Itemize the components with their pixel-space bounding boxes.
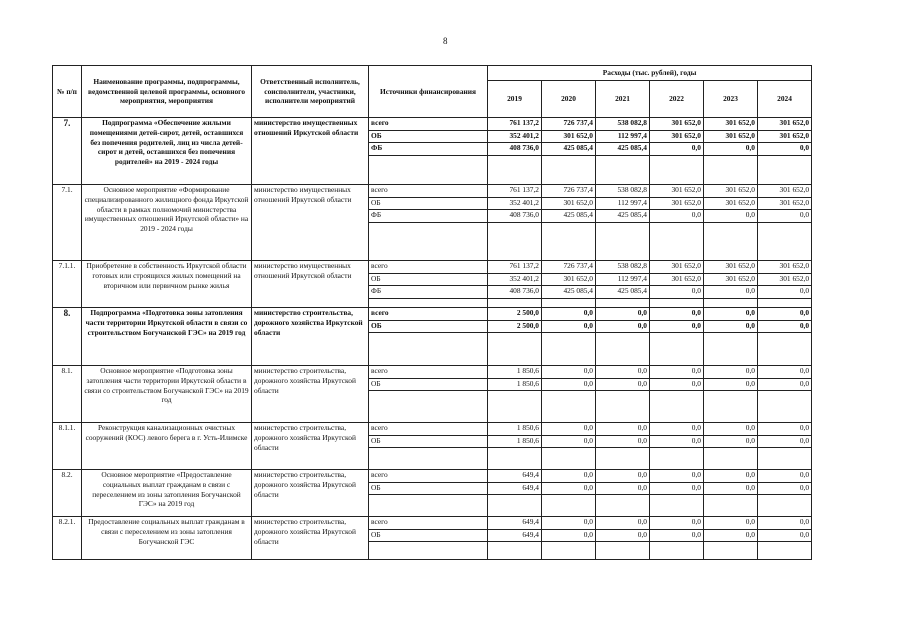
- source-label: всего: [369, 308, 487, 321]
- row-values-year: [650, 308, 704, 366]
- row-values-year: [542, 366, 596, 423]
- amount-cell: 0,0: [758, 321, 811, 334]
- row-sources: [369, 261, 488, 308]
- amount-cell: 408 736,0: [488, 210, 541, 223]
- amount-cell: 1 850,6: [488, 366, 541, 379]
- amount-cell: 301 652,0: [704, 131, 757, 144]
- row-values-year: [758, 185, 812, 261]
- amount-cell: 0,0: [596, 423, 649, 436]
- amount-cell: 0,0: [650, 379, 703, 392]
- amount-cell: 0,0: [704, 286, 757, 299]
- amount-cell: 352 401,2: [488, 274, 541, 287]
- amount-cell: 408 736,0: [488, 143, 541, 156]
- row-name: Приобретение в собственность Иркутской области готовых или строящихся жилых помещений на вторичном или первичном рынке жилья: [82, 261, 252, 308]
- amount-cell: 0,0: [704, 210, 757, 223]
- amount-cell: 0,0: [596, 366, 649, 379]
- source-label: ОБ: [369, 530, 487, 543]
- amount-cell: 0,0: [758, 286, 811, 299]
- row-values-year: [542, 470, 596, 517]
- row-values-year: [650, 423, 704, 470]
- amount-cell: 2 500,0: [488, 321, 541, 334]
- row-values-year: [758, 366, 812, 423]
- amount-cell: 425 085,4: [596, 286, 649, 299]
- row-values-year: [596, 517, 650, 560]
- amount-cell: 112 997,4: [596, 274, 649, 287]
- amount-cell: 301 652,0: [704, 198, 757, 211]
- row-values-year: [650, 185, 704, 261]
- source-label: ОБ: [369, 483, 487, 496]
- amount-cell: 0,0: [650, 366, 703, 379]
- row-sources: [369, 185, 488, 261]
- row-executor: министерство строительства, дорожного хозяйства Иркутской области: [252, 308, 369, 366]
- table-row: [53, 517, 812, 560]
- row-values-year: [704, 470, 758, 517]
- amount-cell: 301 652,0: [650, 261, 703, 274]
- source-label: всего: [369, 470, 487, 483]
- table-row: [53, 308, 812, 366]
- row-values-year: [542, 423, 596, 470]
- row-executor: министерство строительства, дорожного хозяйства Иркутской области: [252, 517, 369, 560]
- row-values-year: [704, 308, 758, 366]
- amount-cell: 0,0: [542, 423, 595, 436]
- amount-cell: 0,0: [542, 321, 595, 334]
- amount-cell: 0,0: [542, 308, 595, 321]
- amount-cell: 0,0: [650, 210, 703, 223]
- row-executor: министерство строительства, дорожного хозяйства Иркутской области: [252, 470, 369, 517]
- row-values-year: [758, 470, 812, 517]
- amount-cell: 0,0: [758, 143, 811, 156]
- amount-cell: 0,0: [704, 517, 757, 530]
- amount-cell: 0,0: [704, 530, 757, 543]
- amount-cell: 761 137,2: [488, 261, 541, 274]
- amount-cell: 0,0: [704, 423, 757, 436]
- row-executor: министерство строительства, дорожного хозяйства Иркутской области: [252, 366, 369, 423]
- row-values-year: [596, 423, 650, 470]
- row-values-year: [596, 185, 650, 261]
- amount-cell: 649,4: [488, 530, 541, 543]
- row-name: Подпрограмма «Обеспечение жилыми помещениями детей-сирот, детей, оставшихся без попечения родителей, лиц из числа детей-сирот и детей, оставшихся без попечения родителей» на 2019 - 2024 годы: [82, 118, 252, 185]
- amount-cell: 0,0: [650, 143, 703, 156]
- amount-cell: 0,0: [758, 470, 811, 483]
- row-values-year: [488, 261, 542, 308]
- amount-cell: 0,0: [650, 436, 703, 449]
- amount-cell: 301 652,0: [758, 274, 811, 287]
- amount-cell: 0,0: [650, 483, 703, 496]
- amount-cell: 0,0: [542, 436, 595, 449]
- amount-cell: 0,0: [596, 470, 649, 483]
- amount-cell: 0,0: [704, 483, 757, 496]
- row-values-year: [488, 517, 542, 560]
- amount-cell: 425 085,4: [542, 286, 595, 299]
- header-executor: Ответственный исполнитель, соисполнители, участники, исполнители мероприятий: [252, 66, 369, 118]
- amount-cell: 0,0: [650, 423, 703, 436]
- header-year: 2019: [488, 81, 542, 118]
- row-name: Основное мероприятие «Подготовка зоны затопления части территории Иркутской области в связи со строительством Богучанской ГЭС» на 2019 год: [82, 366, 252, 423]
- row-sources: [369, 423, 488, 470]
- amount-cell: 0,0: [542, 470, 595, 483]
- source-label: ОБ: [369, 436, 487, 449]
- amount-cell: 0,0: [758, 517, 811, 530]
- row-values-year: [488, 470, 542, 517]
- amount-cell: 0,0: [542, 366, 595, 379]
- row-values-year: [758, 517, 812, 560]
- row-sources: [369, 470, 488, 517]
- row-executor: министерство имущественных отношений Иркутской области: [252, 261, 369, 308]
- row-values-year: [596, 470, 650, 517]
- amount-cell: 425 085,4: [596, 143, 649, 156]
- amount-cell: 538 082,8: [596, 261, 649, 274]
- amount-cell: 301 652,0: [650, 118, 703, 131]
- source-label: всего: [369, 423, 487, 436]
- row-values-year: [596, 366, 650, 423]
- amount-cell: 0,0: [596, 379, 649, 392]
- row-values-year: [488, 185, 542, 261]
- amount-cell: 112 997,4: [596, 198, 649, 211]
- amount-cell: 301 652,0: [650, 185, 703, 198]
- amount-cell: 761 137,2: [488, 118, 541, 131]
- amount-cell: 0,0: [758, 210, 811, 223]
- row-number: 7.1.1.: [53, 261, 82, 308]
- row-sources: [369, 308, 488, 366]
- amount-cell: 0,0: [758, 423, 811, 436]
- row-values-year: [488, 366, 542, 423]
- amount-cell: 0,0: [758, 366, 811, 379]
- row-number: 8.2.: [53, 470, 82, 517]
- page-number: 8: [443, 36, 448, 46]
- row-executor: министерство имущественных отношений Иркутской области: [252, 185, 369, 261]
- row-number: 7.: [53, 118, 82, 185]
- header-year: 2023: [704, 81, 758, 118]
- amount-cell: 0,0: [704, 143, 757, 156]
- amount-cell: 408 736,0: [488, 286, 541, 299]
- source-label: ФБ: [369, 143, 487, 156]
- row-name: Реконструкция канализационных очистных сооружений (КОС) левого берега в г. Усть-Илимске: [82, 423, 252, 470]
- financing-table: [52, 65, 812, 560]
- amount-cell: 0,0: [758, 436, 811, 449]
- row-values-year: [542, 308, 596, 366]
- table-row: [53, 118, 812, 185]
- amount-cell: 0,0: [542, 379, 595, 392]
- row-values-year: [704, 261, 758, 308]
- row-number: 7.1.: [53, 185, 82, 261]
- row-values-year: [704, 185, 758, 261]
- row-values-year: [488, 308, 542, 366]
- amount-cell: 761 137,2: [488, 185, 541, 198]
- header-year: 2024: [758, 81, 812, 118]
- amount-cell: 301 652,0: [758, 118, 811, 131]
- row-values-year: [596, 308, 650, 366]
- amount-cell: 0,0: [704, 379, 757, 392]
- amount-cell: 0,0: [596, 483, 649, 496]
- row-values-year: [704, 118, 758, 185]
- amount-cell: 301 652,0: [704, 274, 757, 287]
- source-label: ОБ: [369, 131, 487, 144]
- amount-cell: 301 652,0: [704, 185, 757, 198]
- header-year: 2022: [650, 81, 704, 118]
- amount-cell: 0,0: [596, 436, 649, 449]
- amount-cell: 0,0: [704, 366, 757, 379]
- source-label: ФБ: [369, 286, 487, 299]
- row-values-year: [758, 261, 812, 308]
- amount-cell: 0,0: [650, 286, 703, 299]
- source-label: всего: [369, 185, 487, 198]
- source-label: всего: [369, 118, 487, 131]
- header-year: 2020: [542, 81, 596, 118]
- table-row: [53, 185, 812, 261]
- table-row: [53, 470, 812, 517]
- amount-cell: 0,0: [650, 530, 703, 543]
- source-label: ОБ: [369, 274, 487, 287]
- amount-cell: 0,0: [542, 483, 595, 496]
- row-values-year: [758, 423, 812, 470]
- row-name: Основное мероприятие «Предоставление социальных выплат гражданам в связи с переселением из зоны затопления Богучанской ГЭС» на 2019 год: [82, 470, 252, 517]
- row-sources: [369, 118, 488, 185]
- row-number: 8.1.1.: [53, 423, 82, 470]
- row-values-year: [650, 118, 704, 185]
- amount-cell: 1 850,6: [488, 436, 541, 449]
- amount-cell: 301 652,0: [758, 185, 811, 198]
- amount-cell: 301 652,0: [542, 131, 595, 144]
- amount-cell: 0,0: [758, 379, 811, 392]
- header-name: Наименование программы, подпрограммы, ведомственной целевой программы, основного мероприятия, мероприятия: [82, 66, 252, 118]
- amount-cell: 0,0: [596, 308, 649, 321]
- amount-cell: 0,0: [650, 321, 703, 334]
- amount-cell: 301 652,0: [542, 198, 595, 211]
- row-values-year: [650, 261, 704, 308]
- source-label: всего: [369, 366, 487, 379]
- amount-cell: 0,0: [596, 321, 649, 334]
- amount-cell: 0,0: [542, 530, 595, 543]
- amount-cell: 726 737,4: [542, 185, 595, 198]
- source-label: всего: [369, 261, 487, 274]
- amount-cell: 2 500,0: [488, 308, 541, 321]
- amount-cell: 425 085,4: [542, 143, 595, 156]
- row-number: 8.2.1.: [53, 517, 82, 560]
- header-num: № п/п: [53, 66, 82, 118]
- row-executor: министерство имущественных отношений Иркутской области: [252, 118, 369, 185]
- amount-cell: 0,0: [704, 308, 757, 321]
- amount-cell: 649,4: [488, 483, 541, 496]
- row-number: 8.1.: [53, 366, 82, 423]
- amount-cell: 538 082,8: [596, 118, 649, 131]
- row-name: Основное мероприятие «Формирование специализированного жилищного фонда Иркутской области в рамках полномочий министерства имущественных отношений Иркутской области» на 2019 - 2024 годы: [82, 185, 252, 261]
- row-values-year: [758, 118, 812, 185]
- header-source: Источники финансирования: [369, 66, 488, 118]
- amount-cell: 0,0: [596, 517, 649, 530]
- amount-cell: 0,0: [704, 321, 757, 334]
- amount-cell: 0,0: [650, 308, 703, 321]
- amount-cell: 649,4: [488, 517, 541, 530]
- amount-cell: 301 652,0: [650, 274, 703, 287]
- amount-cell: 301 652,0: [758, 131, 811, 144]
- amount-cell: 726 737,4: [542, 118, 595, 131]
- row-values-year: [596, 261, 650, 308]
- row-values-year: [596, 118, 650, 185]
- row-values-year: [542, 261, 596, 308]
- amount-cell: 538 082,8: [596, 185, 649, 198]
- row-values-year: [650, 517, 704, 560]
- row-values-year: [704, 423, 758, 470]
- amount-cell: 301 652,0: [758, 261, 811, 274]
- amount-cell: 301 652,0: [704, 118, 757, 131]
- row-sources: [369, 366, 488, 423]
- amount-cell: 301 652,0: [650, 198, 703, 211]
- row-values-year: [650, 470, 704, 517]
- row-sources: [369, 517, 488, 560]
- amount-cell: 301 652,0: [758, 198, 811, 211]
- row-values-year: [704, 366, 758, 423]
- row-number: 8.: [53, 308, 82, 366]
- row-values-year: [488, 423, 542, 470]
- amount-cell: 425 085,4: [596, 210, 649, 223]
- amount-cell: 301 652,0: [650, 131, 703, 144]
- amount-cell: 352 401,2: [488, 131, 541, 144]
- row-values-year: [758, 308, 812, 366]
- amount-cell: 112 997,4: [596, 131, 649, 144]
- header-expenses: Расходы (тыс. рублей), годы: [488, 66, 812, 81]
- source-label: ФБ: [369, 210, 487, 223]
- row-values-year: [650, 366, 704, 423]
- row-values-year: [704, 517, 758, 560]
- amount-cell: 0,0: [542, 517, 595, 530]
- amount-cell: 1 850,6: [488, 423, 541, 436]
- source-label: ОБ: [369, 198, 487, 211]
- amount-cell: 0,0: [758, 530, 811, 543]
- amount-cell: 425 085,4: [542, 210, 595, 223]
- row-values-year: [542, 185, 596, 261]
- amount-cell: 352 401,2: [488, 198, 541, 211]
- source-label: ОБ: [369, 379, 487, 392]
- header-year: 2021: [596, 81, 650, 118]
- amount-cell: 301 652,0: [542, 274, 595, 287]
- table-row: [53, 261, 812, 308]
- amount-cell: 726 737,4: [542, 261, 595, 274]
- amount-cell: 0,0: [650, 517, 703, 530]
- source-label: всего: [369, 517, 487, 530]
- row-values-year: [542, 517, 596, 560]
- amount-cell: 301 652,0: [704, 261, 757, 274]
- amount-cell: 0,0: [758, 483, 811, 496]
- table-row: [53, 366, 812, 423]
- amount-cell: 0,0: [704, 470, 757, 483]
- amount-cell: 1 850,6: [488, 379, 541, 392]
- amount-cell: 0,0: [650, 470, 703, 483]
- row-name: Подпрограмма «Подготовка зоны затопления части территории Иркутской области в связи со строительством Богучанской ГЭС» на 2019 год: [82, 308, 252, 366]
- row-name: Предоставление социальных выплат гражданам в связи с переселением из зоны затопления Богучанской ГЭС: [82, 517, 252, 560]
- table-row: [53, 423, 812, 470]
- row-values-year: [542, 118, 596, 185]
- amount-cell: 0,0: [704, 436, 757, 449]
- amount-cell: 0,0: [596, 530, 649, 543]
- row-values-year: [488, 118, 542, 185]
- source-label: ОБ: [369, 321, 487, 334]
- amount-cell: 0,0: [758, 308, 811, 321]
- amount-cell: 649,4: [488, 470, 541, 483]
- row-executor: министерство строительства, дорожного хозяйства Иркутской области: [252, 423, 369, 470]
